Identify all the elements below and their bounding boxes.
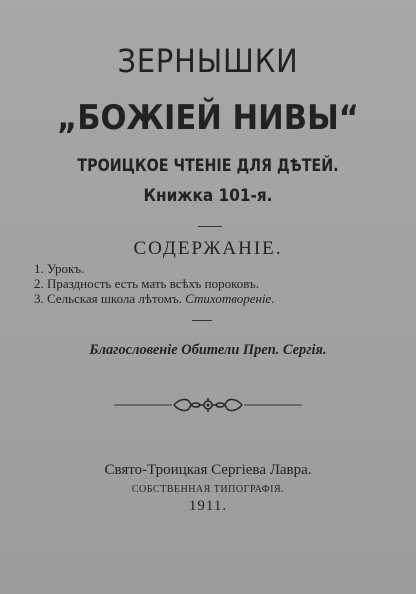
contents-item-text: Сельская школа лѣтомъ.	[47, 291, 182, 306]
contents-item-number: 3.	[34, 291, 44, 306]
divider-rule-top	[198, 226, 222, 227]
blessing-line: Благословеніе Обители Преп. Сергія.	[89, 342, 327, 358]
contents-heading: СОДЕРЖАНІЕ.	[133, 238, 283, 259]
typography-line: СОБСТВЕННАЯ ТИПОГРАФІЯ.	[131, 484, 285, 495]
contents-item-1	[34, 261, 394, 277]
ornament-divider-icon	[110, 395, 306, 415]
contents-item-2	[34, 276, 394, 292]
publisher-line: Свято-Троицкая Сергіева Лавра.	[104, 462, 312, 478]
contents-item-text: Урокъ.	[47, 261, 85, 276]
title-line-2: „БОЖІЕЙ НИВЫ“	[57, 98, 359, 138]
subtitle: ТРОИЦКОЕ ЧТЕНІЕ ДЛЯ ДѢТЕЙ.	[77, 156, 339, 176]
title-line-1: ЗЕРНЫШКИ	[117, 42, 299, 80]
year-line: 1911.	[188, 498, 228, 514]
divider-rule-middle	[192, 320, 212, 321]
contents-item-number: 1.	[34, 261, 44, 276]
contents-item-number: 2.	[34, 276, 44, 291]
book-number: Книжка 101-я.	[143, 186, 273, 206]
contents-item-text: Праздность есть мать всѣхъ пороковъ.	[47, 276, 260, 291]
contents-item-note: Стихотвореніе.	[185, 291, 275, 306]
contents-item-3	[34, 291, 394, 307]
